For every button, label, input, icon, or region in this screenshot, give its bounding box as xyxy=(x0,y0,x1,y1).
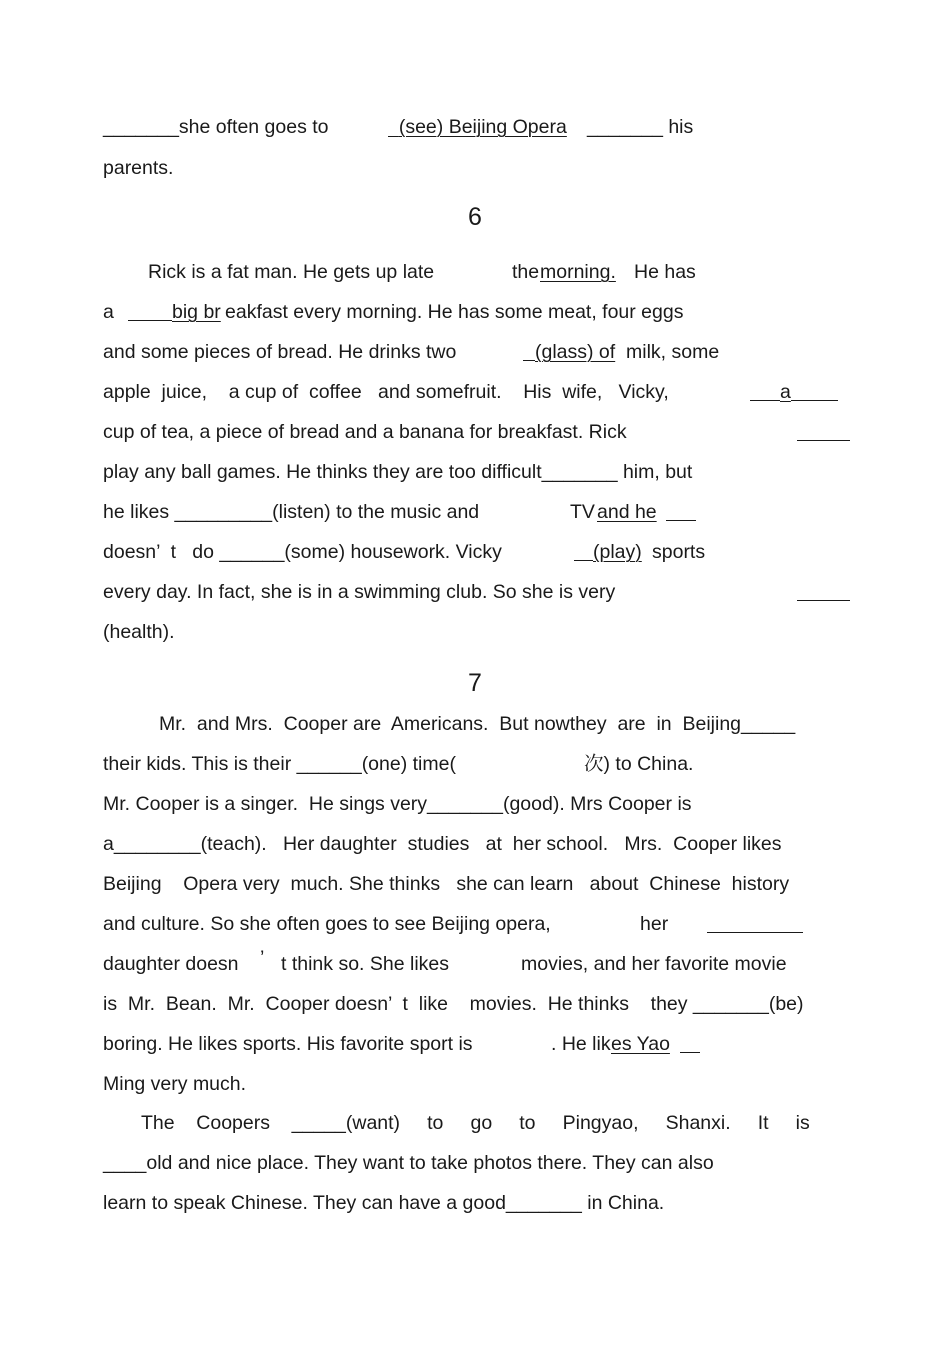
text-line: (health). xyxy=(103,621,175,643)
text-line: boring. He likes sports. His favorite sport is xyxy=(103,1033,473,1055)
text-line: their kids. This is their ______(one) time( xyxy=(103,753,456,775)
text-line: the xyxy=(512,261,540,283)
hint-text xyxy=(388,116,567,138)
answer-blank xyxy=(523,343,535,361)
text-line: a________(teach). Her daughter studies at her school. Mrs. Cooper likes xyxy=(103,833,782,855)
text-line: t think so. She likes xyxy=(281,953,449,975)
hint-word: (see) Beijing Opera xyxy=(398,116,567,138)
text-line: milk, some xyxy=(626,341,720,363)
answer-blank xyxy=(707,915,803,933)
text-line: Beijing Opera very much. She thinks she can learn about Chinese history xyxy=(103,873,790,895)
text-line: Ming very much. xyxy=(103,1073,247,1095)
text-line: daughter doesn xyxy=(103,953,239,975)
underlined-text: big br xyxy=(172,301,221,323)
answer-blank xyxy=(574,543,593,561)
text-line: a xyxy=(103,301,114,323)
underlined-text: morning. xyxy=(540,261,616,283)
text-line: Mr. Cooper is a singer. He sings very_______(good). Mrs Cooper is xyxy=(103,793,692,815)
text-line: He has xyxy=(634,261,696,283)
text-line: TV xyxy=(570,501,595,523)
text-line: parents. xyxy=(103,157,174,179)
text-line: doesn’ t do ______(some) housework. Vicky xyxy=(103,541,502,563)
text-line: he likes _________(listen) to the music and xyxy=(103,501,480,523)
hint-text: (play) xyxy=(593,541,642,563)
hint-text: (glass) of xyxy=(535,341,616,363)
text-line: sports xyxy=(652,541,706,563)
text-line: learn to speak Chinese. They can have a good_______ in China. xyxy=(103,1192,665,1214)
answer-blank xyxy=(797,583,850,601)
text-line: Mr. and Mrs. Cooper are Americans. But nowthey are in Beijing_____ xyxy=(159,713,796,735)
text-line: her xyxy=(640,913,669,935)
text-line: _______ his xyxy=(587,116,694,138)
text-line: cup of tea, a piece of bread and a banana for breakfast. Rick xyxy=(103,421,627,443)
answer-blank xyxy=(666,503,696,521)
text-line: and culture. So she often goes to see Beijing opera, xyxy=(103,913,551,935)
answer-blank xyxy=(797,423,850,441)
text-line: movies, and her favorite movie xyxy=(521,953,787,975)
text-line: ____old and nice place. They want to take photos there. They can also xyxy=(103,1152,714,1174)
text-line: The Coopers _____(want) to go to Pingyao, Shanxi. It is xyxy=(141,1112,810,1134)
underlined-text: a xyxy=(780,381,791,403)
answer-blank xyxy=(128,303,172,321)
text-line: . He lik xyxy=(551,1033,611,1055)
text-line: Rick is a fat man. He gets up late xyxy=(148,261,435,283)
text-line: every day. In fact, she is in a swimming club. So she is very xyxy=(103,581,616,603)
text-line: play any ball games. He thinks they are too difficult_______ him, but xyxy=(103,461,693,483)
text-line: _______she often goes to xyxy=(103,116,329,138)
section-number: 7 xyxy=(468,669,482,697)
text-line: apple juice, a cup of coffee and somefruit. His wife, Vicky, xyxy=(103,381,669,403)
underlined-text: and he xyxy=(597,501,657,523)
text-line: eakfast every morning. He has some meat, four eggs xyxy=(225,301,684,323)
section-number: 6 xyxy=(468,203,482,231)
answer-blank xyxy=(750,383,780,401)
underlined-text: es Yao xyxy=(611,1033,670,1055)
text-line: ’ xyxy=(260,947,265,969)
text-line: 次) to China. xyxy=(584,753,694,775)
answer-blank xyxy=(791,383,838,401)
text-line: and some pieces of bread. He drinks two xyxy=(103,341,457,363)
answer-blank xyxy=(680,1035,700,1053)
text-line: is Mr. Bean. Mr. Cooper doesn’ t like movies. He thinks they _______(be) xyxy=(103,993,804,1015)
